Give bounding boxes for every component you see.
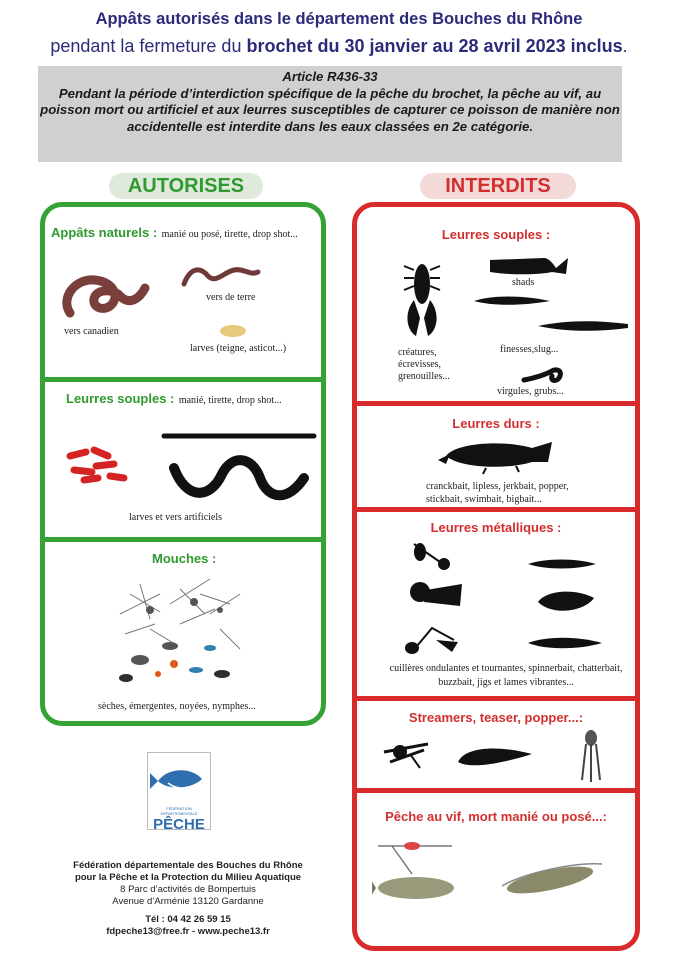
autorises-label: AUTORISES: [109, 173, 263, 199]
streamer-fly-icon: [380, 734, 432, 772]
interdits-label: INTERDITS: [420, 173, 576, 199]
finesse-lure-icon: [472, 292, 554, 310]
flies-icon: [110, 574, 250, 692]
label-mouches: sèches, émergentes, noyées, nymphes...: [98, 701, 256, 712]
slug-lure-icon: [536, 318, 632, 334]
canadian-worm-icon: [60, 268, 150, 326]
souples-heading: Leurres souples : manié, tirette, drop shot...: [66, 391, 282, 406]
label-larves-artificiels: larves et vers artificiels: [129, 512, 223, 523]
article-body: Pendant la période d’interdiction spécifique de la pêche du brochet, la pêche au vif, au poisson mort ou artificiel et aux leurres susceptibles de capturer ce poisson de manière non accidentelle est interdite dans les eaux classées en 2e catégorie.: [40, 85, 620, 134]
blade-lure-icon: [526, 634, 606, 652]
label-vers-canadien: vers canadien: [64, 326, 119, 337]
logo-peche-text: PÊCHE: [153, 816, 205, 833]
naturels-heading: Appâts naturels : manié ou posé, tirette, drop shot...: [51, 225, 298, 240]
spinnerbait-icon: [402, 622, 462, 658]
metalliques-heading: Leurres métalliques :: [430, 520, 562, 535]
section-divider: [352, 696, 640, 701]
red-larvae-icon: [64, 440, 134, 484]
fish-logo-icon: [148, 753, 210, 801]
section-divider: [40, 537, 326, 542]
footer-address: Fédération départementale des Bouches du Rhône pour la Pêche et la Protection du Milieu Aquatique 8 Parc d’activités de Bompertuis Avenue d’Arménie 13120 Gardanne Tél : 04 42 26 59 15 fdpeche13@free.fr - www.peche13.fr: [73, 860, 303, 937]
grub-lure-icon: [520, 362, 566, 388]
vibration-lure-icon: [532, 588, 600, 616]
article-title: Article R436-33: [282, 69, 378, 84]
vif-heading: Pêche au vif, mort manié ou posé...:: [385, 809, 607, 824]
soft-worm-lures-icon: [160, 428, 320, 510]
section-divider: [352, 788, 640, 793]
live-bait-fish-icon: [372, 834, 612, 910]
crayfish-lure-icon: [402, 256, 442, 338]
section-divider: [352, 401, 640, 406]
earthworm-icon: [180, 262, 262, 292]
jig-spoon-icon: [526, 556, 598, 572]
crankbait-icon: [436, 436, 556, 476]
section-divider: [352, 507, 640, 512]
label-shads: shads: [512, 277, 535, 288]
federation-logo: [147, 752, 211, 833]
label-virgules: virgules, grubs...: [497, 386, 564, 397]
streamers-heading: Streamers, teaser, popper...:: [408, 710, 584, 725]
mouches-heading: Mouches :: [152, 551, 217, 566]
label-creatures: créatures, écrevisses, grenouilles...: [398, 347, 450, 382]
teaser-icon: [454, 744, 536, 768]
popper-icon: [578, 728, 604, 784]
label-metalliques: cuillères ondulantes et tournantes, spinnerbait, chatterbait, buzzbait, jigs et lames vibrantes...: [389, 663, 623, 688]
label-larves: larves (teigne, asticot...): [190, 343, 287, 354]
article-box: [38, 66, 622, 162]
durs-heading: Leurres durs :: [452, 416, 540, 431]
poster-subtitle: pendant la fermeture du brochet du 30 janvier au 28 avril 2023 inclus.: [50, 36, 628, 56]
larva-icon: [218, 322, 248, 338]
jig-icon: [402, 576, 466, 612]
interdits-souples-heading: Leurres souples :: [441, 227, 551, 242]
label-finesses: finesses,slug...: [500, 344, 559, 355]
label-vers-de-terre: vers de terre: [206, 292, 256, 303]
shad-lure-icon: [486, 254, 572, 276]
spinner-icon: [410, 538, 456, 574]
section-divider: [40, 377, 326, 382]
logo-small-text: FÉDÉRATION DÉPARTEMENTALE: [160, 806, 198, 816]
label-durs: cranckbait, lipless, jerkbait, popper, stickbait, swimbait, bigbait...: [426, 481, 569, 505]
poster-title: Appâts autorisés dans le département des Bouches du Rhône: [95, 10, 583, 28]
